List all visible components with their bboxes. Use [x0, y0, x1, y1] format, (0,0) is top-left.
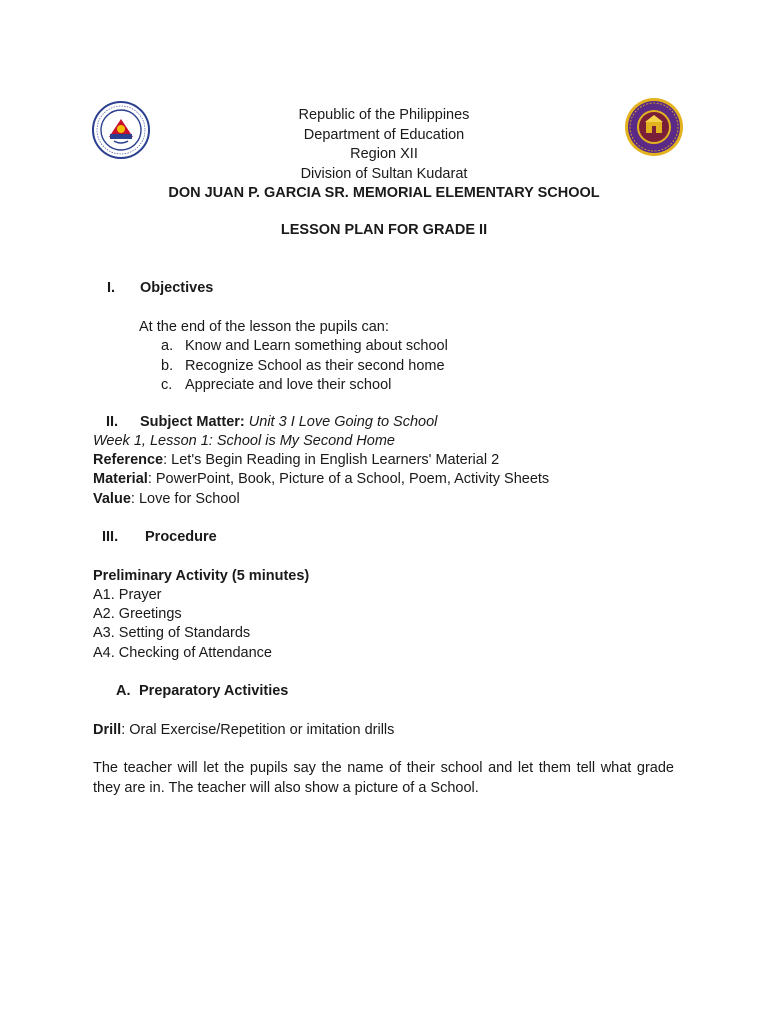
drill-text: : Oral Exercise/Repetition or imitation drills — [121, 722, 395, 738]
value-line — [93, 490, 240, 510]
subject-matter-unit: Unit 3 I Love Going to School — [248, 414, 438, 430]
material-line — [93, 470, 549, 490]
document-header — [0, 106, 768, 204]
procedure-heading: Procedure — [145, 529, 217, 545]
list-item-letter: c. — [161, 377, 173, 393]
objectives-numeral: I. — [107, 280, 116, 296]
drill-line — [93, 721, 394, 741]
list-item: A4. Checking of Attendance — [93, 645, 272, 661]
school-name: DON JUAN P. GARCIA SR. MEMORIAL ELEMENTARY SCHOOL — [168, 185, 600, 201]
header-division: Division of Sultan Kudarat — [300, 165, 468, 182]
reference-label: Reference — [93, 452, 164, 468]
reference-line — [93, 451, 499, 471]
list-item-text: Know and Learn something about school — [185, 338, 448, 354]
header-region: Region XII — [350, 146, 418, 162]
list-item-text: Recognize School as their second home — [185, 357, 445, 374]
list-item-text: Appreciate and love their school — [185, 377, 392, 393]
lesson-plan-title: LESSON PLAN FOR GRADE II — [280, 222, 488, 238]
header-republic: Republic of the Philippines — [298, 107, 470, 123]
list-item — [161, 376, 448, 396]
procedure-paragraph: The teacher will let the pupils say the name of their school and let them tell what grade they are in. The teacher will also show a picture of a School. — [93, 760, 674, 796]
preliminary-heading: Preliminary Activity (5 minutes) — [93, 568, 310, 584]
value-text: : Love for School — [130, 491, 240, 507]
drill-label: Drill — [93, 722, 122, 738]
list-item: A2. Greetings — [93, 606, 182, 622]
header-department: Department of Education — [303, 126, 465, 143]
list-item: A1. Prayer — [93, 587, 162, 603]
subject-matter-numeral: II. — [106, 414, 119, 430]
procedure-numeral: III. — [102, 529, 119, 545]
section-a-letter: A. — [116, 683, 131, 699]
subject-matter-line — [140, 413, 437, 433]
material-label: Material — [93, 471, 148, 487]
subject-matter-label: Subject Matter: — [140, 414, 245, 430]
section-a-heading: Preparatory Activities — [139, 683, 289, 699]
list-item-letter: b. — [161, 357, 174, 374]
objectives-list — [161, 337, 448, 396]
reference-text: : Let's Begin Reading in English Learners' Material 2 — [163, 452, 500, 468]
list-item: A3. Setting of Standards — [93, 625, 251, 641]
subject-matter-week: Week 1, Lesson 1: School is My Second Home — [93, 433, 395, 449]
list-item-letter: a. — [161, 338, 174, 354]
objectives-intro: At the end of the lesson the pupils can: — [139, 319, 389, 335]
objectives-heading: Objectives — [140, 280, 214, 296]
list-item — [161, 337, 448, 357]
list-item — [161, 357, 448, 377]
material-text: : PowerPoint, Book, Picture of a School, Poem, Activity Sheets — [147, 471, 550, 487]
value-label: Value — [93, 491, 131, 507]
